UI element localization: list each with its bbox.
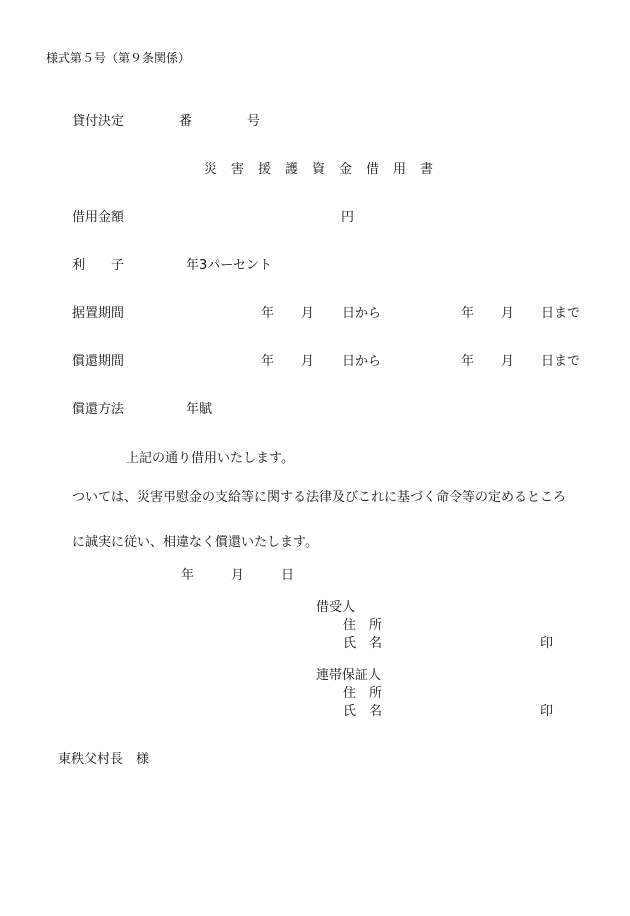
deferment-from-year: 年	[261, 306, 275, 321]
guarantor-heading: 連帯保証人	[316, 668, 382, 683]
repayment-to-month: 月	[501, 354, 515, 369]
amount-unit: 円	[341, 210, 355, 225]
deferment-from-month: 月	[301, 306, 315, 321]
interest-label: 利 子	[72, 258, 125, 273]
loan-decision-ban: 番	[179, 114, 193, 129]
body-line-1: 上記の通り借用いたします。	[126, 451, 294, 466]
date-year: 年	[181, 568, 195, 583]
body-line-3: に誠実に従い、相違なく償還いたします。	[72, 535, 318, 550]
form-number: 様式第５号（第９条関係）	[46, 51, 191, 65]
deferment-to-year: 年	[461, 306, 475, 321]
addressee: 東秩父村長 様	[58, 752, 150, 767]
repayment-from-day: 日から	[342, 354, 382, 369]
deferment-from-day: 日から	[342, 306, 382, 321]
guarantor-address-label: 住 所	[343, 686, 383, 701]
amount-label: 借用金額	[72, 210, 125, 225]
repayment-method-label: 償還方法	[72, 402, 125, 417]
body-line-2: ついては、災害弔慰金の支給等に関する法律及びこれに基づく命令等の定めるところ	[72, 490, 567, 505]
deferment-to-month: 月	[501, 306, 515, 321]
borrower-address-label: 住 所	[343, 618, 383, 633]
guarantor-name-label: 氏 名	[343, 704, 383, 719]
deferment-label: 据置期間	[72, 306, 125, 321]
borrower-name-label: 氏 名	[343, 636, 383, 651]
date-month: 月	[231, 568, 245, 583]
deferment-to-day: 日まで	[541, 306, 581, 321]
loan-decision-go: 号	[247, 114, 261, 129]
repayment-to-day: 日まで	[541, 354, 581, 369]
loan-decision-label: 貸付決定	[72, 114, 125, 129]
document-title: 災害援護資金借用書	[204, 162, 448, 177]
borrower-heading: 借受人	[316, 600, 356, 615]
repayment-period-label: 償還期間	[72, 354, 125, 369]
repayment-to-year: 年	[461, 354, 475, 369]
repayment-method-value: 年賦	[186, 402, 213, 417]
guarantor-seal: 印	[540, 704, 554, 719]
repayment-from-month: 月	[301, 354, 315, 369]
borrower-seal: 印	[540, 636, 554, 651]
interest-value: 年3パーセント	[186, 258, 273, 273]
date-day: 日	[281, 568, 295, 583]
repayment-from-year: 年	[261, 354, 275, 369]
